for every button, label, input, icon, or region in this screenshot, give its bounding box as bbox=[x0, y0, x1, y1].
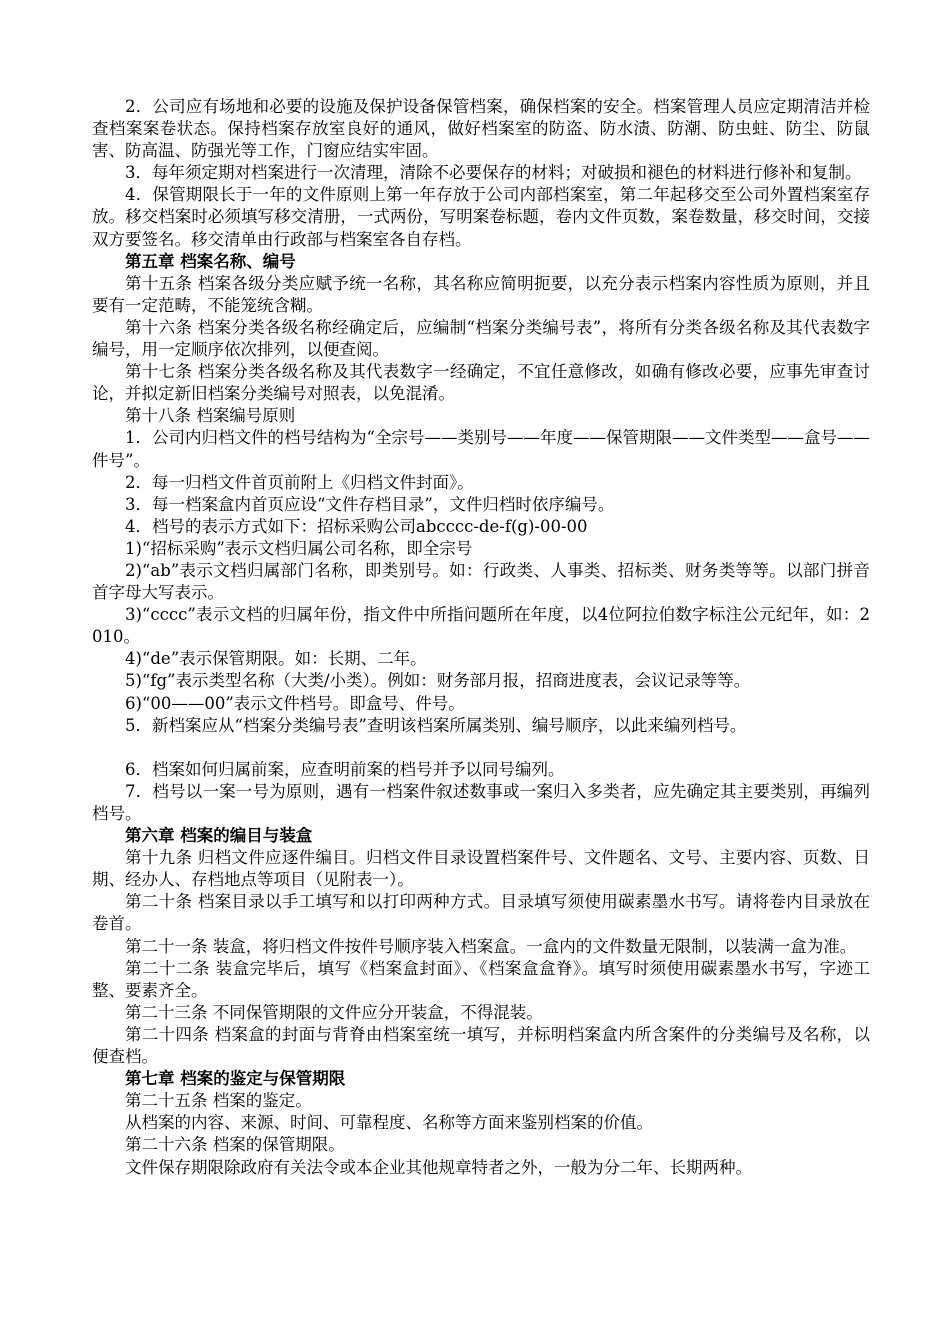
body-paragraph: 第二十五条 档案的鉴定。 bbox=[125, 1091, 312, 1111]
body-paragraph: 从档案的内容、来源、时间、可靠程度、名称等方面来鉴别档案的价值。 bbox=[125, 1113, 653, 1133]
body-paragraph: 第二十三条 不同保管期限的文件应分开装盒，不得混装。 bbox=[125, 1002, 543, 1022]
body-paragraph: 4)“de”表示保管期限。如：长期、二年。 bbox=[125, 649, 427, 669]
body-paragraph: 3．每一档案盒内首页应设“文件存档目录”，文件归档时依序编号。 bbox=[125, 494, 615, 514]
body-paragraph: 5．新档案应从“档案分类编号表”查明该档案所属类别、编号顺序，以此来编列档号。 bbox=[125, 715, 747, 735]
chapter-heading: 第七章 档案的鉴定与保管期限 bbox=[125, 1069, 346, 1089]
body-paragraph: 3)“cccc”表示文档的归属年份，指文件中所指问题所在年度，以4位阿拉伯数字标注公元纪年，如：2010。 bbox=[92, 605, 870, 647]
body-paragraph: 第十五条 档案各级分类应赋予统一名称，其名称应简明扼要，以充分表示档案内容性质为原则，并且要有一定范畴，不能笼统含糊。 bbox=[92, 273, 870, 315]
body-paragraph: 第二十二条 装盒完毕后，填写《档案盒封面》、《档案盒盒脊》。填写时须使用碳素墨水书写，字迹工整、要素齐全。 bbox=[92, 958, 870, 1000]
body-paragraph: 1)“招标采购”表示文档归属公司名称，即全宗号 bbox=[125, 538, 473, 558]
body-paragraph: 7．档号以一案一号为原则，遇有一档案件叙述数事或一案归入多类者，应先确定其主要类别，再编列档号。 bbox=[92, 781, 870, 823]
body-paragraph: 第二十六条 档案的保管期限。 bbox=[125, 1135, 345, 1155]
body-paragraph: 第二十四条 档案盒的封面与背脊由档案室统一填写，并标明档案盒内所含案件的分类编号及名称，以便查档。 bbox=[92, 1024, 870, 1067]
body-paragraph: 文件保存期限除政府有关法令或本企业其他规章特者之外，一般为分二年、长期两种。 bbox=[125, 1157, 752, 1177]
chapter-heading: 第六章 档案的编目与装盒 bbox=[125, 826, 313, 846]
body-paragraph: 第二十条 档案目录以手工填写和以打印两种方式。目录填写须使用碳素墨水书写。请将卷内目录放在卷首。 bbox=[92, 892, 870, 934]
body-paragraph: 2．每一归档文件首页前附上《归档文件封面》。 bbox=[125, 472, 474, 492]
body-paragraph: 1．公司内归档文件的档号结构为“全宗号——类别号——年度——保管期限——文件类型——盒号——件号”。 bbox=[92, 428, 870, 470]
body-paragraph: 2)“ab”表示文档归属部门名称，即类别号。如：行政类、人事类、招标类、财务类等等。以部门拼音首字母大写表示。 bbox=[92, 560, 870, 603]
body-paragraph: 5)“fg”表示类型名称（大类/小类）。例如：财务部月报，招商进度表，会议记录等等。 bbox=[125, 671, 751, 691]
body-paragraph: 第二十一条 装盒，将归档文件按件号顺序装入档案盒。一盒内的文件数量无限制，以装满一盒为准。 bbox=[125, 936, 857, 956]
body-paragraph: 第十七条 档案分类各级名称及其代表数字一经确定，不宜任意修改，如确有修改必要，应事先审查讨论，并拟定新旧档案分类编号对照表，以免混淆。 bbox=[92, 362, 870, 404]
body-paragraph: 6)“00——00”表示文件档号。即盒号、件号。 bbox=[125, 693, 465, 713]
chapter-heading: 第五章 档案名称、编号 bbox=[125, 251, 296, 271]
body-paragraph: 第十六条 档案分类各级名称经确定后，应编制“档案分类编号表”，将所有分类各级名称及其代表数字编号，用一定顺序依次排列，以便查阅。 bbox=[92, 317, 870, 360]
body-paragraph: 4．保管期限长于一年的文件原则上第一年存放于公司内部档案室，第二年起移交至公司外置档案室存放。移交档案时必须填写移交清册，一式两份，写明案卷标题，卷内文件页数，案卷数量，移交时间，交接双方要签名。移交清单由行政部与档案室各自存档。 bbox=[92, 185, 870, 249]
body-paragraph: 4．档号的表示方式如下：招标采购公司abcccc-de-f(g)-00-00 bbox=[125, 516, 588, 536]
body-paragraph: 6．档案如何归属前案，应查明前案的档号并予以同号编列。 bbox=[125, 759, 565, 779]
body-paragraph: 第十九条 归档文件应逐件编目。归档文件目录设置档案件号、文件题名、文号、主要内容、页数、日期、经办人、存档地点等项目（见附表一）。 bbox=[92, 848, 870, 890]
document-page bbox=[92, 96, 870, 1179]
body-paragraph: 第十八条 档案编号原则 bbox=[125, 406, 296, 426]
body-paragraph: 3．每年须定期对档案进行一次清理，清除不必要保存的材料；对破损和褪色的材料进行修补和复制。 bbox=[125, 163, 862, 183]
blank-line bbox=[92, 737, 870, 759]
body-paragraph: 2．公司应有场地和必要的设施及保护设备保管档案，确保档案的安全。档案管理人员应定期清洁并检查档案案卷状态。保持档案存放室良好的通风，做好档案室的防盗、防水渍、防潮、防虫蛀、防尘、防鼠害、防高温、防强光等工作，门窗应结实牢固。 bbox=[92, 97, 870, 161]
